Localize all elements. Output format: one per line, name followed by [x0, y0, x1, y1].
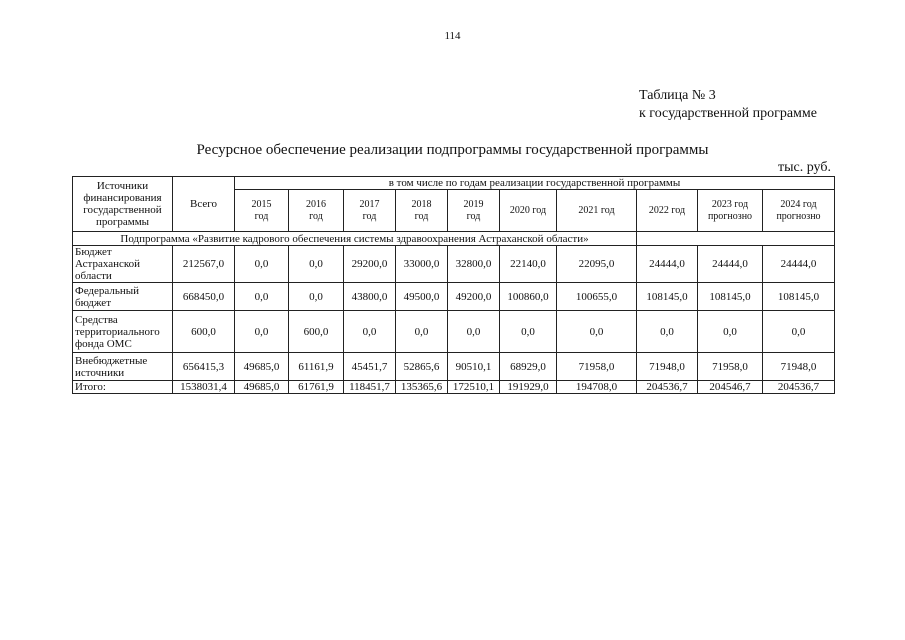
header-year: 2017 год	[344, 190, 396, 232]
table-row	[73, 283, 835, 311]
value-cell: 600,0	[289, 311, 344, 353]
value-cell: 49200,0	[448, 283, 500, 311]
value-cell: 52865,6	[396, 353, 448, 381]
value-cell: 108145,0	[698, 283, 763, 311]
source-cell: Итого:	[73, 381, 173, 394]
subprogram-row	[73, 232, 835, 246]
header-year: 2018 год	[396, 190, 448, 232]
source-cell: Средства территориального фонда ОМС	[73, 311, 173, 353]
table-row	[73, 381, 835, 394]
value-cell: 71948,0	[637, 353, 698, 381]
value-cell: 204546,7	[698, 381, 763, 394]
source-cell: Внебюджетные источники	[73, 353, 173, 381]
value-cell: 49685,0	[235, 381, 289, 394]
table-row	[73, 246, 835, 283]
value-cell: 29200,0	[344, 246, 396, 283]
value-cell: 0,0	[289, 246, 344, 283]
value-cell: 49685,0	[235, 353, 289, 381]
value-cell: 24444,0	[637, 246, 698, 283]
header-year: 2021 год	[557, 190, 637, 232]
table-row	[73, 353, 835, 381]
value-cell: 668450,0	[173, 283, 235, 311]
value-cell: 0,0	[344, 311, 396, 353]
value-cell: 204536,7	[637, 381, 698, 394]
table-row	[73, 311, 835, 353]
value-cell: 24444,0	[763, 246, 835, 283]
value-cell: 204536,7	[763, 381, 835, 394]
header-by-years: в том числе по годам реализации государственной программы	[235, 177, 835, 190]
value-cell: 0,0	[289, 283, 344, 311]
value-cell: 49500,0	[396, 283, 448, 311]
value-cell: 43800,0	[344, 283, 396, 311]
value-cell: 0,0	[500, 311, 557, 353]
value-cell: 68929,0	[500, 353, 557, 381]
value-cell: 0,0	[235, 246, 289, 283]
value-cell: 108145,0	[763, 283, 835, 311]
header-source: Источники финансирования государственной программы	[73, 177, 173, 232]
value-cell: 135365,6	[396, 381, 448, 394]
value-cell: 61761,9	[289, 381, 344, 394]
header-year: 2024 год прогнозно	[763, 190, 835, 232]
header-year: 2019 год	[448, 190, 500, 232]
value-cell: 90510,1	[448, 353, 500, 381]
value-cell: 0,0	[698, 311, 763, 353]
value-cell: 0,0	[235, 283, 289, 311]
value-cell: 600,0	[173, 311, 235, 353]
subprogram-title: Подпрограмма «Развитие кадрового обеспечения системы здравоохранения Астраханской области»	[73, 232, 637, 246]
value-cell: 32800,0	[448, 246, 500, 283]
header-year: 2022 год	[637, 190, 698, 232]
value-cell: 24444,0	[698, 246, 763, 283]
resource-table	[72, 176, 835, 394]
value-cell: 656415,3	[173, 353, 235, 381]
value-cell: 100655,0	[557, 283, 637, 311]
header-year: 2015 год	[235, 190, 289, 232]
value-cell: 33000,0	[396, 246, 448, 283]
source-cell: Бюджет Астраханской области	[73, 246, 173, 283]
header-year: 2020 год	[500, 190, 557, 232]
value-cell: 0,0	[448, 311, 500, 353]
value-cell: 22140,0	[500, 246, 557, 283]
value-cell: 61161,9	[289, 353, 344, 381]
header-row	[73, 177, 835, 190]
value-cell: 0,0	[637, 311, 698, 353]
value-cell: 0,0	[557, 311, 637, 353]
value-cell: 0,0	[396, 311, 448, 353]
value-cell: 0,0	[235, 311, 289, 353]
value-cell: 194708,0	[557, 381, 637, 394]
value-cell: 100860,0	[500, 283, 557, 311]
value-cell: 172510,1	[448, 381, 500, 394]
value-cell: 45451,7	[344, 353, 396, 381]
unit-label: тыс. руб.	[778, 160, 831, 175]
value-cell: 71958,0	[698, 353, 763, 381]
value-cell: 212567,0	[173, 246, 235, 283]
value-cell: 1538031,4	[173, 381, 235, 394]
header-total: Всего	[173, 177, 235, 232]
value-cell: 108145,0	[637, 283, 698, 311]
value-cell: 71948,0	[763, 353, 835, 381]
value-cell: 22095,0	[557, 246, 637, 283]
page-number: 114	[444, 30, 461, 42]
table-reference: к государственной программе	[639, 106, 817, 121]
source-cell: Федеральный бюджет	[73, 283, 173, 311]
value-cell: 118451,7	[344, 381, 396, 394]
value-cell: 191929,0	[500, 381, 557, 394]
value-cell: 0,0	[763, 311, 835, 353]
value-cell: 71958,0	[557, 353, 637, 381]
header-year: 2023 год прогнозно	[698, 190, 763, 232]
header-year: 2016 год	[289, 190, 344, 232]
table-title: Ресурсное обеспечение реализации подпрограммы государственной программы	[196, 142, 709, 158]
empty-cell	[637, 232, 835, 246]
table-number: Таблица № 3	[639, 88, 716, 103]
